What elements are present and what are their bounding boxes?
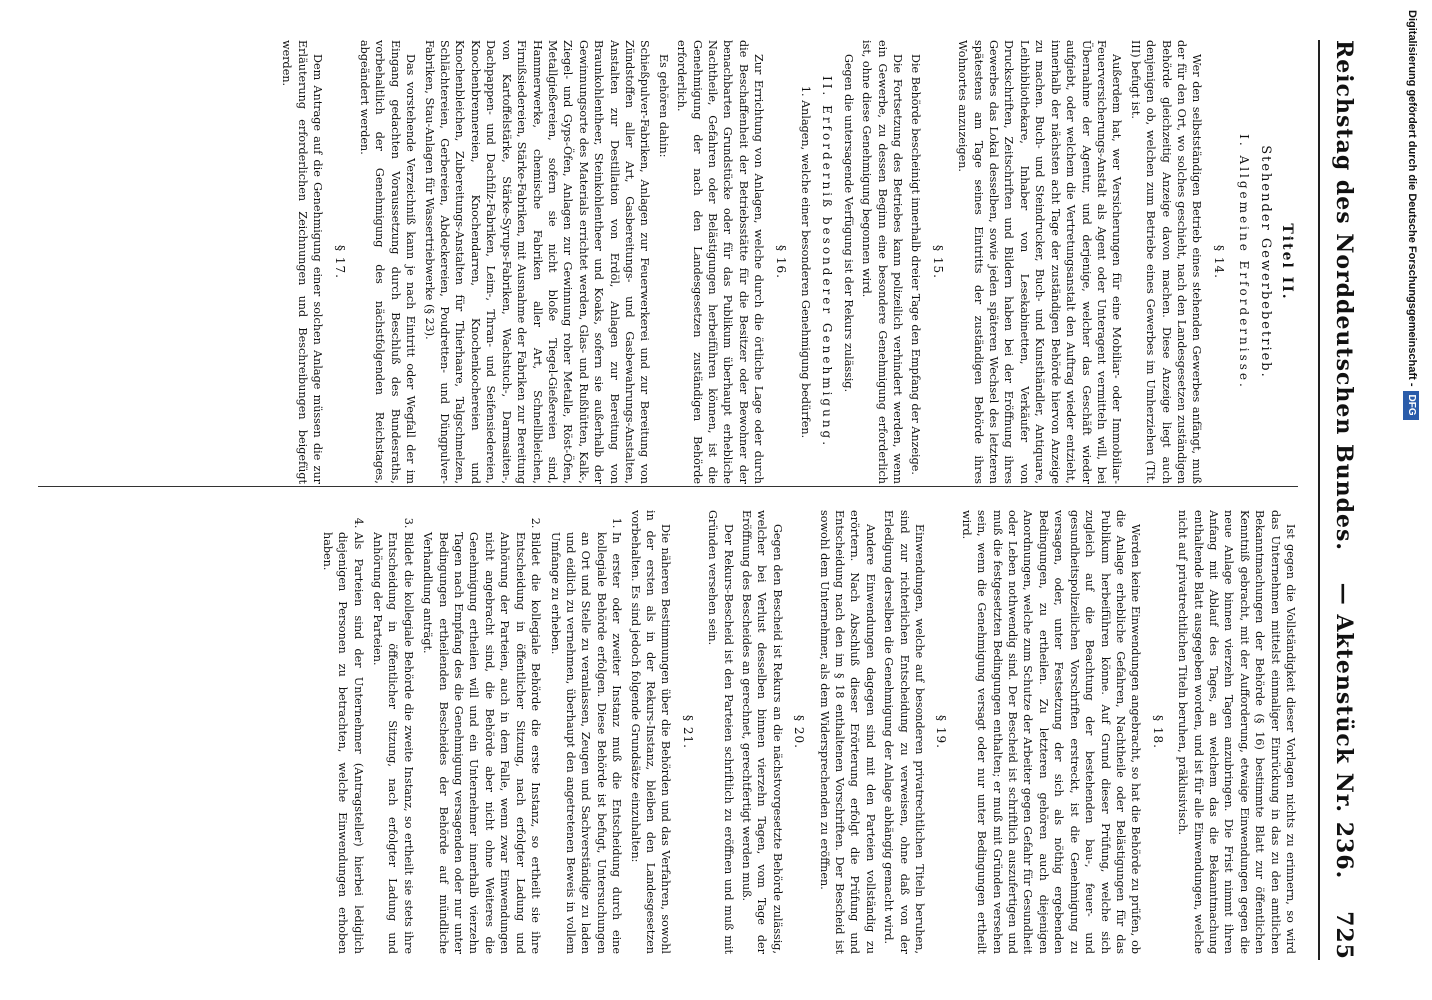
section-title: Titel II.	[1279, 223, 1295, 301]
paragraph-number: § 20.	[792, 715, 807, 749]
section-subtitle: Stehender Gewerbebetrieb.	[1257, 145, 1273, 379]
credit-text: Digitalisierung gefördert durch die Deutsche Forschungsgemeinschaft -	[1406, 10, 1418, 387]
paragraph-text: Es gehören dahin:	[656, 54, 670, 158]
digitization-credit	[1392, 0, 1432, 1000]
paragraph-number: § 18.	[1150, 715, 1165, 749]
paragraph-number: § 17.	[332, 245, 347, 279]
credit-sidebar	[1392, 0, 1432, 1000]
numbered-list	[319, 510, 624, 954]
paragraph-number: § 19.	[934, 715, 949, 749]
paragraph-text: Die näheren Bestimmungen über die Behörden und das Verfahren, sowohl in der ersten als in der Rekurs-Instanz, bleiben den Landesgesetzen vorbehalten. Es sind jedoch folgende Grundsätze einzuhalten:	[628, 510, 673, 954]
dfg-logo: DFG	[1403, 391, 1419, 420]
header-title: Reichstag des Norddeutschen Bundes.	[1331, 40, 1357, 552]
header-document-number: — Aktenstück Nr. 236.	[1331, 582, 1357, 880]
paragraph-text: Andere Einwendungen dagegen sind mit den Parteien vollständig zu erörtern. Nach Abschluß dieser Erörterung erfolgt die Prüfung und Entscheidung nach den im § 18 enthaltenen Vorschriften. Der Bescheid ist sowohl dem Unternehmer, als dem Widersprechenden zu eröffnen.	[817, 510, 877, 954]
paragraph-text: Das vorstehende Verzeichniß kann je nach Eintritt oder Wegfall der im Eingang gedachten Voraussetzung durch Beschluß des Bundesraths, vorbehaltlich der Genehmigung des nächstfolgenden Reichstages, abgeändert werden.	[358, 40, 418, 484]
paragraph-text: Die Fortsetzung des Betriebes kann polizeilich verhindert werden, wenn ein Gewerbe, zu dessen Beginn eine besondere Genehmigung erforderlich ist, ohne diese Genehmigung begonnen wird.	[860, 40, 905, 484]
paragraph-text: Schießpulver-Fabriken, Anlagen zur Feuerwerkerei und zur Bereitung von Zündstoffen aller Art, Gasbereitungs- und Gasbewahrungs-Anstalten, Anstalten zur Destillation von Erdöl, Anlagen zur Bereitung von Braunkohlentheer, Steinkohlentheer und Koaks, sofern sie außerhalb der Gewinnungsorte des Materials errichtet werden, Glas- und Rußhütten, Kalk-, Ziegel- und Gyps-Öfen, Anlagen zur Gewinnung roher Metalle, Röst-Öfen, Metallgießereien, sofern sie nicht bloße Tiegel-Gießereien sind, Hammerwerke, chemische Fabriken aller Art, Schnellbleichen, Firnißsiedereien, Stärke-Fabriken, mit Ausnahme der Fabriken zur Bereitung von Kartoffelstärke, Stärke-Syrups-Fabriken, Wachstuch-, Darmsaiten-, Dachpappen- und Dachfilz-Fabriken, Leim-, Thran- und Seifensiedereien, Knochenbrennereien, Knochendarren, Knochenkochereien und Knochenbleichen, Zubereitungs-Anstalten für Thierhaare, Talgschmelzen, Schlächtereien, Gerbereien, Abdeckereien, Poudretten- und Düngpulver-Fabriken, Stau-Anlagen für Wassertriebwerke (§ 23).	[422, 40, 652, 484]
paragraph-text: Zur Errichtung von Anlagen, welche durch die örtliche Lage oder durch die Beschaffenheit der Betriebsstätte für die Besitzer oder Bewohner der benachbarten Grundstücke oder für das Publikum überhaupt erhebliche Nachtheile, Gefahren oder Belästigungen herbeiführen können, ist die Genehmigung der nach den Landesgesetzen zuständigen Behörde erforderlich.	[675, 40, 766, 484]
paragraph-number: § 16.	[773, 245, 788, 279]
list-item: 1. In erster oder zweiter Instanz muß die Entscheidung durch eine kollegiale Behörde erfolgen. Diese Behörde ist befugt, Untersuchungen an Ort und Stelle zu veranlassen, Zeugen und Sachverständige zu laden und eidlich zu vernehmen, überhaupt den angetretenen Beweis in vollem Umfange zu erheben.	[547, 532, 624, 954]
paragraph-number: § 15.	[930, 245, 945, 279]
column-divider	[38, 486, 1298, 487]
paragraph-text: Gegen den Bescheid ist Rekurs an die nächstvorgesetzte Behörde zulässig, welcher bei Verlust desselben binnen vierzehn Tagen, vom Tage der Eröffnung des Bescheides an gerechnet, gerechtfertigt werden muß.	[740, 510, 784, 954]
paragraph-text: Gegen die untersagende Verfügung ist der Rekurs zulässig.	[841, 54, 855, 393]
paragraph-text: Der Rekurs-Bescheid ist den Parteien schriftlich zu eröffnen und muß mit Gründen versehen sein.	[706, 510, 735, 954]
list-item: 4. Als Parteien sind der Unternehmer (Antragsteller) hierbei lediglich diejenigen Personen zu betrachten, welche Einwendungen erhoben haben.	[319, 532, 365, 954]
left-column	[276, 40, 1298, 484]
right-column	[315, 510, 1298, 954]
paragraph-text: Außerdem hat, wer Versicherungen für eine Mobiliar- oder Immobiliar-Feuerversicherungs-Anstalt als Agent oder Unteragent vermitteln will, bei Übernahme der Agentur, und derjenige, welcher das Geschäft wieder aufgiebt, oder welchem die Vertretungsanstalt den Auftrag wieder entzieht, innerhalb der nächsten acht Tage der zuständigen Behörde hiervon Anzeige zu machen. Buch- und Steindrucker, Buch- und Kunsthändler, Antiquare, Leihbibliothekare, Inhaber von Lesekabinetten, Verkäufer von Druckschriften, Zeitschriften und Bildern haben bei der Eröffnung ihres Gewerbes das Lokal desselben, sowie jeden späteren Wechsel des letzteren spätestens am Tage seines Eintritts der zuständigen Behörde ihres Wohnortes anzuzeigen.	[956, 40, 1124, 484]
header-rule	[1318, 40, 1320, 960]
paragraph-text: Die Behörde bescheinigt innerhalb dreier Tage den Empfang der Anzeige.	[909, 54, 923, 475]
list-item: 2. Bildet die kollegiale Behörde die erste Instanz, so ertheilt sie ihre Entscheidung in öffentlicher Sitzung, nach erfolgter Ladung und Anhörung der Parteien, auch in dem Falle, wenn zwar Einwendungen nicht angebracht sind, die Behörde aber nicht ohne Weiteres die Genehmigung ertheilen will und ein Unternehmer innerhalb vierzehn Tagen nach Empfang des die Genehmigung versagenden oder nur unter Bedingungen ertheilenden Bescheides der Behörde auf mündliche Verhandlung anträgt.	[420, 532, 543, 954]
page-number: 725	[1331, 911, 1357, 960]
paragraph-text: Werden keine Einwendungen angebracht, so hat die Behörde zu prüfen, ob die Anlage erhebliche Gefahren, Nachtheile oder Belästigungen für das Publikum herbeiführen könne. Auf Grund dieser Prüfung, welche sich zugleich auf die Beachtung der bestehenden bau-, feuer- und gesundheitspolizeilichen Vorschriften erstreckt, ist die Genehmigung zu versagen, oder, unter Festsetzung der sich als nöthig ergebenden Bedingungen, zu ertheilen. Zu letzteren gehören auch diejenigen Anordnungen, welche zum Schutze der Arbeiter gegen Gefahr für Gesundheit oder Leben nothwendig sind. Der Bescheid ist schriftlich auszufertigen und muß die festgesetzten Bedingungen enthalten; er muß mit Gründen versehen sein, wenn die Genehmigung versagt oder nur unter Bedingungen ertheilt wird.	[959, 510, 1143, 954]
page-header	[1324, 40, 1364, 960]
paragraph-text: Wer den selbstständigen Betrieb eines stehenden Gewerbes anfängt, muß der für den Ort, wo solches geschieht, nach den Landesgesetzen zuständigen Behörde gleichzeitig Anzeige davon machen. Diese Anzeige liegt auch denjenigen ob, welchen zum Betriebe eines Gewerbes im Umherziehen (Tit. III) befugt ist.	[1128, 40, 1204, 484]
paragraph-number: § 21.	[680, 715, 695, 749]
paragraph-text: Dem Antrage auf die Genehmigung einer solchen Anlage müssen die zur Erläuterung erforderlichen Zeichnungen und Beschreibungen beigefügt werden.	[280, 40, 325, 484]
subsection-heading: I. Allgemeine Erfordernisse.	[1237, 134, 1252, 390]
subsection-subheading: 1. Anlagen, welche einer besonderen Genehmigung bedürfen.	[799, 85, 813, 439]
paragraph-number: § 14.	[1211, 245, 1226, 279]
paragraph-text: Einwendungen, welche auf besonderen privatrechtlichen Titeln beruhen, sind zur richterlichen Entscheidung zu verweisen, ohne daß von der Erledigung derselben die Genehmigung der Anlage abhängig gemacht wird.	[882, 510, 927, 954]
subsection-heading: II. Erforderniß besonderer Genehmigung.	[820, 75, 835, 449]
paragraph-text: Ist gegen die Vollständigkeit dieser Vorlagen nichts zu erinnern, so wird das Unternehmen mittelst einmaliger Einrückung in das zu den amtlichen Bekanntmachungen der Behörde (§ 16) bestimmte Blatt zur öffentlichen Kenntniß gebracht, mit der Aufforderung, etwaige Einwendungen gegen die neue Anlage binnen vierzehn Tagen anzubringen. Die Frist nimmt ihren Anfang mit Ablauf des Tages, an welchem das die Bekanntmachung enthaltende Blatt ausgegeben worden, und ist für alle Einwendungen, welche nicht auf privatrechtlichen Titeln beruhen, präklusivisch.	[1176, 510, 1297, 954]
list-item: 3. Bildet die kollegiale Behörde die zweite Instanz, so ertheilt sie stets ihre Entscheidung in öffentlicher Sitzung, nach erfolgter Ladung und Anhörung der Parteien.	[370, 532, 416, 954]
